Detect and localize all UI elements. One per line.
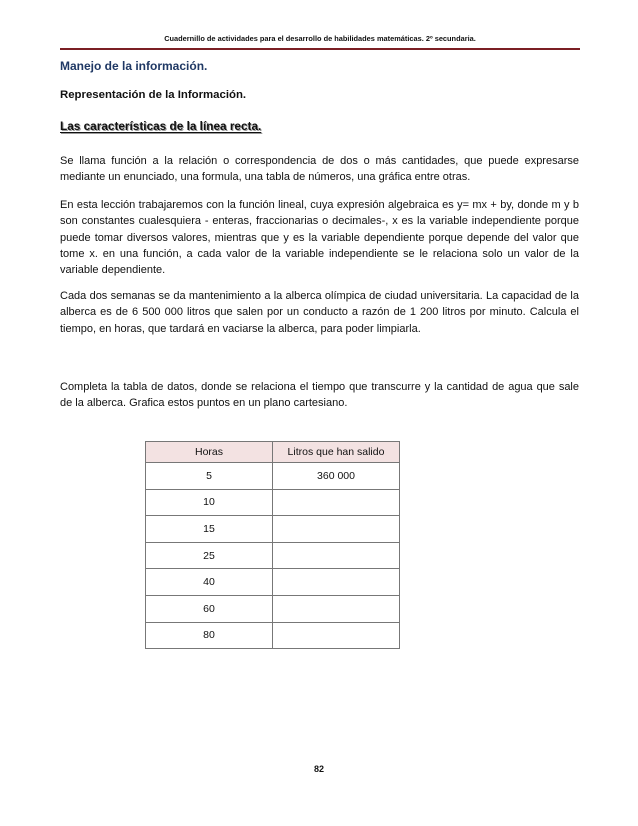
liters-cell[interactable]: [273, 516, 400, 543]
hours-cell: 10: [146, 489, 273, 516]
table-row: [146, 542, 400, 569]
hours-cell: 25: [146, 542, 273, 569]
section-title: Manejo de la información.: [60, 59, 208, 73]
paragraph-linear-function: En esta lección trabajaremos con la función lineal, cuya expresión algebraica es y= mx + by, donde m y b son constantes cualesquiera - enteras, fraccionarias o decimales-, x es la variable independiente porque puede tomar diversos valores, mientras que y es la variable dependiente porque depende del valor que tome x. en una función, a cada valor de la variable independiente se le relaciona solo un valor de la variable dependiente.: [60, 199, 579, 277]
table-header-row: [146, 442, 400, 463]
table-row: [146, 569, 400, 596]
data-table: [145, 441, 400, 649]
paragraph-definition: Se llama función a la relación o correspondencia de dos o más cantidades, que puede expresarse mediante un enunciado, una formula, una tabla de números, una gráfica entre otras.: [60, 155, 579, 184]
liters-cell[interactable]: 360 000: [273, 463, 400, 490]
table-row: [146, 516, 400, 543]
column-header-liters: Litros que han salido: [273, 442, 400, 463]
paragraph-pool-problem: Cada dos semanas se da mantenimiento a la alberca olímpica de ciudad universitaria. La capacidad de la alberca es de 6 500 000 litros que salen por un conducto a razón de 1 200 litros por minuto. Calcula el tiempo, en horas, que tardará en vaciarse la alberca, para poder limpiarla.: [60, 290, 579, 335]
liters-cell[interactable]: [273, 622, 400, 649]
column-header-hours: Horas: [146, 442, 273, 463]
paragraph-instructions: Completa la tabla de datos, donde se relaciona el tiempo que transcurre y la cantidad de agua que sale de la alberca. Grafica estos puntos en un plano cartesiano.: [60, 381, 579, 410]
table-row: [146, 622, 400, 649]
hours-cell: 5: [146, 463, 273, 490]
data-table-container: [145, 441, 400, 649]
subtitle: Representación de la Información.: [60, 89, 247, 101]
liters-cell[interactable]: [273, 489, 400, 516]
liters-cell[interactable]: [273, 542, 400, 569]
hours-cell: 80: [146, 622, 273, 649]
running-header: Cuadernillo de actividades para el desarrollo de habilidades matemáticas. 2º secundaria.: [164, 34, 476, 43]
hours-cell: 15: [146, 516, 273, 543]
table-row: [146, 595, 400, 622]
table-row: [146, 489, 400, 516]
liters-cell[interactable]: [273, 569, 400, 596]
liters-cell[interactable]: [273, 595, 400, 622]
hours-cell: 40: [146, 569, 273, 596]
page-number: 82: [313, 764, 324, 774]
header-divider: [60, 48, 580, 50]
hours-cell: 60: [146, 595, 273, 622]
table-row: [146, 463, 400, 490]
topic-heading: Las características de la línea recta.: [60, 119, 262, 133]
